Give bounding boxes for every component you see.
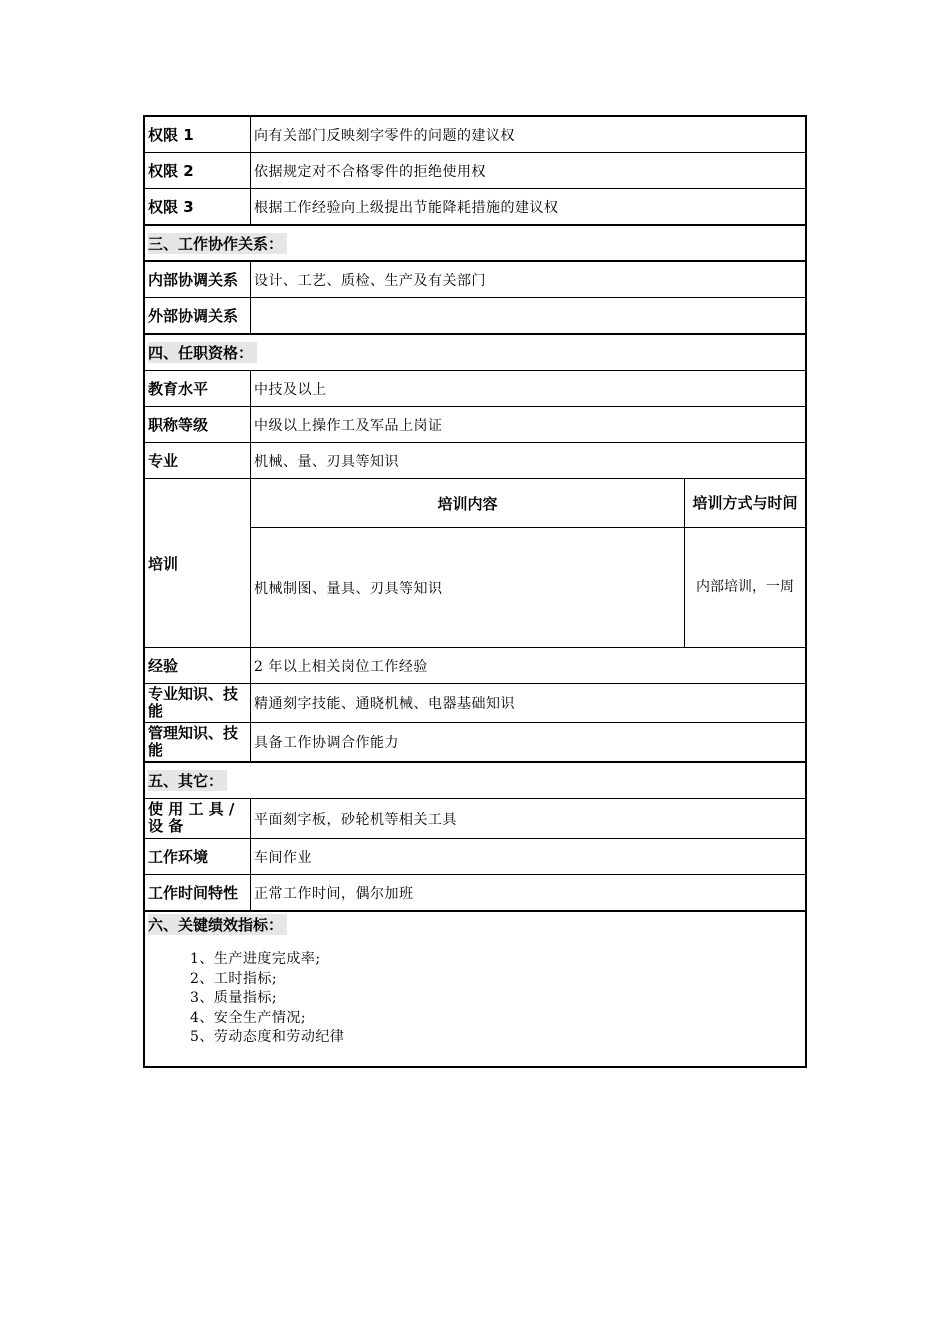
work-time-label: 工作时间特性 xyxy=(145,875,251,910)
training-body-row xyxy=(251,528,805,647)
major-label: 专业 xyxy=(145,443,251,478)
education-value: 中技及以上 xyxy=(254,381,327,398)
authority-row-1 xyxy=(145,117,805,153)
training-grid xyxy=(251,479,805,647)
authority-2-label: 权限 2 xyxy=(145,153,251,188)
training-label: 培训 xyxy=(145,479,251,647)
external-coordination-value xyxy=(251,298,805,333)
job-description-table xyxy=(143,115,807,1068)
authority-3-label: 权限 3 xyxy=(145,189,251,224)
section3-header-row xyxy=(145,226,805,262)
section4-title: 四、任职资格： xyxy=(145,335,257,370)
kpi-list xyxy=(190,950,805,1048)
work-time-row xyxy=(145,875,805,912)
kpi-section xyxy=(145,912,805,1066)
authority-1-value: 向有关部门反映刻字零件的问题的建议权 xyxy=(254,127,515,144)
section6-title: 六、关键绩效指标： xyxy=(148,912,805,936)
environment-row xyxy=(145,839,805,875)
environment-value: 车间作业 xyxy=(254,849,312,866)
kpi-item: 5、劳动态度和劳动纪律 xyxy=(190,1029,345,1045)
skill-value: 精通刻字技能、通晓机械、电器基础知识 xyxy=(254,696,515,712)
experience-label: 经验 xyxy=(145,648,251,683)
management-row xyxy=(145,723,805,763)
experience-value: 2 年以上相关岗位工作经验 xyxy=(254,658,428,675)
training-content-header: 培训内容 xyxy=(251,479,685,527)
skill-label: 专业知识、技能 xyxy=(145,684,251,722)
internal-coordination-value: 设计、工艺、质检、生产及有关部门 xyxy=(254,272,486,289)
section3-title: 三、工作协作关系： xyxy=(145,226,287,260)
training-content: 机械制图、量具、刃具等知识 xyxy=(251,528,685,647)
environment-label: 工作环境 xyxy=(145,839,251,874)
management-label: 管理知识、技能 xyxy=(145,723,251,761)
section5-title: 五、其它： xyxy=(145,763,227,798)
section5-header-row xyxy=(145,763,805,799)
title-level-value: 中级以上操作工及军品上岗证 xyxy=(254,417,443,434)
major-value: 机械、量、刃具等知识 xyxy=(254,453,399,470)
major-row xyxy=(145,443,805,479)
work-time-value: 正常工作时间，偶尔加班 xyxy=(254,885,414,902)
tools-label: 使 用 工 具 / 设 备 xyxy=(145,799,251,838)
tools-row xyxy=(145,799,805,839)
kpi-item: 2、工时指标; xyxy=(190,970,278,987)
section4-header-row xyxy=(145,335,805,371)
authority-3-value: 根据工作经验向上级提出节能降耗措施的建议权 xyxy=(254,199,559,216)
skill-row xyxy=(145,684,805,723)
authority-row-3 xyxy=(145,189,805,226)
title-level-label: 职称等级 xyxy=(145,407,251,442)
training-header-row xyxy=(251,479,805,528)
external-coordination-label: 外部协调关系 xyxy=(145,298,251,333)
training-block xyxy=(145,479,805,648)
education-label: 教育水平 xyxy=(145,371,251,406)
management-value: 具备工作协调合作能力 xyxy=(254,735,399,751)
authority-row-2 xyxy=(145,153,805,189)
training-method: 内部培训，一周 xyxy=(696,579,794,595)
authority-1-label: 权限 1 xyxy=(145,117,251,152)
kpi-item: 4、安全生产情况; xyxy=(190,1009,307,1026)
training-method-header: 培训方式与时间 xyxy=(692,493,798,512)
kpi-item: 3、质量指标; xyxy=(190,990,278,1006)
internal-coordination-label: 内部协调关系 xyxy=(145,262,251,297)
authority-2-value: 依据规定对不合格零件的拒绝使用权 xyxy=(254,163,486,180)
experience-row xyxy=(145,648,805,684)
education-row xyxy=(145,371,805,407)
external-coordination-row xyxy=(145,298,805,335)
title-level-row xyxy=(145,407,805,443)
kpi-item: 1、生产进度完成率; xyxy=(190,951,321,967)
tools-value: 平面刻字板，砂轮机等相关工具 xyxy=(254,811,457,828)
internal-coordination-row xyxy=(145,262,805,298)
